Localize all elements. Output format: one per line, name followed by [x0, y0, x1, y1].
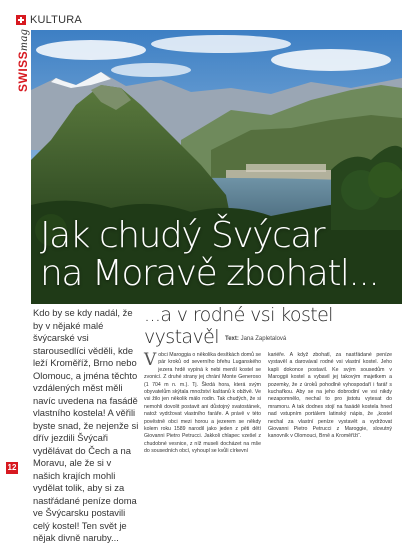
headline-line-2: na Moravě zbohatl...: [40, 253, 379, 294]
byline: [225, 336, 286, 342]
lead-paragraph: Kdo by se kdy nadál, že by v nějaké malé švýcarské vsi starousedlíci věděli, kde leží Kroměříž, Brno nebo Olomouc, a jména těchto vzdálených měst měli navíc uvedena na fasádě vlastního kostela! A věřili byste snad, že nejenže si dřív jezdili Švýcaři vydělávat do Čech a na Moravu, ale že si v našich krajích mohli vydělat tolik, aby si za nastřádané peníze doma ve Švýcarsku postavili celý kostel! Ten svět je nějak divně naruby...: [33, 307, 139, 543]
swiss-flag-icon: [16, 15, 26, 25]
main-headline: [40, 217, 400, 293]
subhead-line-1: ...a v rodné vsi kostel: [144, 304, 333, 326]
magazine-logo: [16, 29, 31, 92]
headline-line-1: Jak chudý Švýcar: [40, 215, 325, 256]
page-number: 12: [7, 463, 17, 472]
logo-main: SWISS: [16, 50, 30, 92]
byline-author: Jana Zapletalová: [240, 336, 287, 342]
section-label: KULTURA: [30, 14, 82, 26]
body-column-2: kariéře. A když zbohatl, za nastřádané peníze vystavěl a darovával rodné vsi vlastní kostel. Jeho kapli dokonce postavil. Ke svým sousedům v Maroggii kostel a vybavil jej takovým majetkem a pozemky, že z úroků pohodlně vyhospodaří i farář s kuchařkou. Aby se na jeho dobrodiní ve vsi nikdy nezapomnělo, nechal to pro jistotu vytesat do mramoru. A tak dodnes stojí na fasádě kostela hned nad vstupním portálem latinský nápis, že „kostel nechal za vlastní peníze vystavět a vydržovat Giovanni Pietro Petrucci z Maroggie, slovutný kanovník v Olomouci, Brně a Kroměříži“.: [268, 352, 392, 440]
body-column-1: [144, 352, 261, 456]
drop-cap: V: [144, 350, 157, 370]
byline-label: Text:: [225, 336, 239, 342]
logo-sub: mag: [16, 28, 30, 51]
section-header: [16, 12, 82, 28]
subhead-line-2: vystavěl: [144, 326, 219, 348]
body-column-1-text: obci Maroggia o několika desítkách domů se pár kroků od severního břehu Luganského jezera hrdě vypíná k nebi menší kostel se zvonicí. Z druhé strany jej chrání Monte Generoso (1 704 m n. m.). Tj. Škrdá hora, která svým obyvatelům skýtala množství kaštanů k obživě. Ve vsi žilo jen několik málo rodin. Tak chudých, že si nemohli dovolit postavit ani důstojný svatostánek, natož vydržovat vlastního faráře. A právě v této pověstně obci mezi horou a jezerem se někdy kolem roku 1589 narodil jako jeden z pěti dětí Giovanni Pietro Petrucci. Jakkoli chlapec vzešel z chudobné vesnice, z níž museli docházet na mše do sousedních obcí, vyhoupl se kvůli církevní: [144, 352, 261, 455]
